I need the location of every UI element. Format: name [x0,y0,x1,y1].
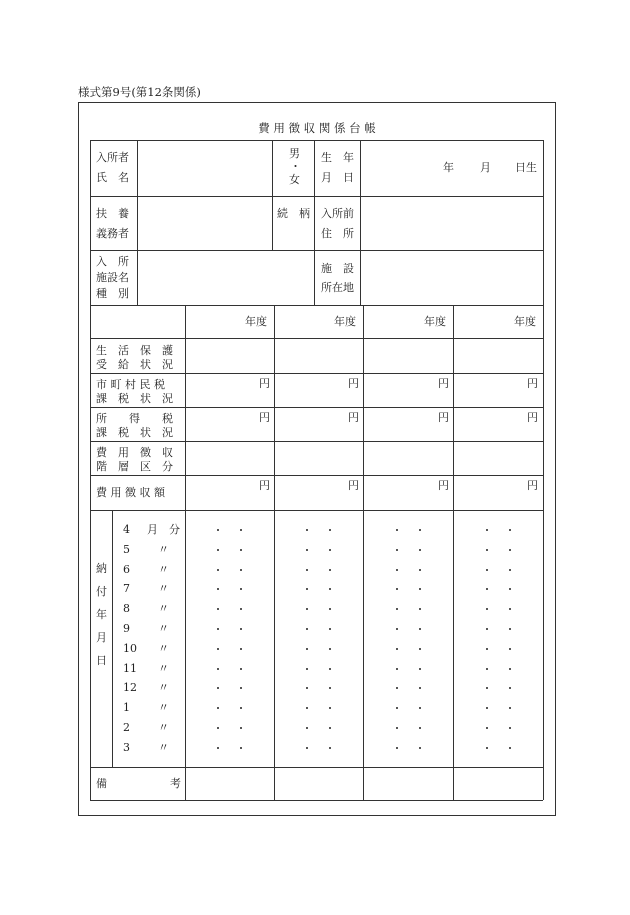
year-col-line [363,305,364,800]
month-number: 1 [123,701,130,715]
payment-date-label: 付 [96,585,107,598]
date-separator-dot [509,628,511,630]
date-separator-dot [509,727,511,729]
birth-month-label: 月 [480,161,491,174]
yen-unit: 円 [259,479,270,492]
date-separator-dot [419,529,421,531]
date-separator-dot [306,569,308,571]
date-separator-dot [419,747,421,749]
month-suffix: 月 分 [147,523,180,536]
date-separator-dot [419,628,421,630]
row-line [90,767,543,768]
date-separator-dot [306,549,308,551]
ditto-mark: 〃 [158,542,169,556]
facility-loc-right [360,250,361,305]
sex-male-label: 男 [289,147,300,160]
month-number: 11 [123,661,137,675]
date-separator-dot [240,747,242,749]
income-tax-label: 課 税 状 況 [96,426,173,439]
guardian-label: 扶 養 [96,207,129,220]
date-separator-dot [509,668,511,670]
yen-unit: 円 [527,377,538,390]
date-separator-dot [217,569,219,571]
month-number: 8 [123,602,130,616]
month-number: 3 [123,740,130,754]
form-frame [78,102,556,816]
sex-col-left [272,140,273,196]
yen-unit: 円 [348,377,359,390]
municipal-tax-label: 課 税 状 況 [96,392,173,405]
date-separator-dot [306,747,308,749]
date-separator-dot [486,727,488,729]
ditto-mark: 〃 [158,562,169,576]
date-separator-dot [396,668,398,670]
row-line [90,475,543,476]
payment-date-label: 月 [96,631,107,644]
date-separator-dot [240,628,242,630]
date-separator-dot [217,549,219,551]
date-separator-dot [396,549,398,551]
yen-unit: 円 [438,377,449,390]
year-col-line [274,305,275,800]
date-separator-dot [240,668,242,670]
month-number: 12 [123,681,137,695]
date-separator-dot [217,747,219,749]
yen-unit: 円 [348,479,359,492]
date-separator-dot [419,549,421,551]
date-separator-dot [329,747,331,749]
date-separator-dot [240,529,242,531]
yen-unit: 円 [259,377,270,390]
date-separator-dot [217,529,219,531]
date-separator-dot [396,628,398,630]
date-separator-dot [329,727,331,729]
date-separator-dot [396,569,398,571]
form-caption: 様式第9号(第12条関係) [78,85,201,99]
year-header-4: 年度 [514,315,536,328]
fee-class-label: 費 用 徴 収 [96,446,173,459]
payment-date-label: 納 [96,562,107,575]
facility-label: 入 所 [96,255,129,268]
date-separator-dot [419,727,421,729]
prev-address-label: 住 所 [321,227,354,240]
yen-unit: 円 [438,479,449,492]
facility-location-label: 施 設 [321,262,354,275]
yen-unit: 円 [259,411,270,424]
ditto-mark: 〃 [158,701,169,715]
date-separator-dot [509,549,511,551]
date-separator-dot [509,747,511,749]
date-separator-dot [509,529,511,531]
date-separator-dot [486,668,488,670]
yen-unit: 円 [348,411,359,424]
month-number: 4 [123,523,130,536]
yen-unit: 円 [527,411,538,424]
row-line [90,338,543,339]
payment-date-label: 年 [96,608,107,621]
year-col-line [185,305,186,800]
row-line [90,510,543,511]
ditto-mark: 〃 [158,622,169,635]
date-separator-dot [306,727,308,729]
date-separator-dot [306,648,308,650]
ditto-mark: 〃 [158,740,169,754]
date-separator-dot [419,648,421,650]
birth-label: 月 日 [321,171,354,184]
date-separator-dot [396,648,398,650]
row-line [90,250,543,251]
row-line [90,305,543,306]
date-separator-dot [329,648,331,650]
date-separator-dot [329,628,331,630]
name-label: 氏 名 [96,171,129,184]
welfare-label: 生 活 保 護 [96,344,173,357]
date-separator-dot [240,549,242,551]
year-header-2: 年度 [334,315,356,328]
date-separator-dot [329,549,331,551]
table-left-border [90,140,91,800]
row-line [90,140,543,141]
date-separator-dot [306,529,308,531]
name-label: 入所者 [96,151,129,164]
year-header-3: 年度 [424,315,446,328]
month-number: 10 [123,641,137,655]
relation-col-left [272,196,273,250]
date-separator-dot [486,569,488,571]
facility-label: 種 別 [96,287,129,300]
form-title: 費 用 徴 収 関 係 台 帳 [258,121,376,135]
date-separator-dot [306,628,308,630]
income-tax-label: 所 得 税 [96,412,173,425]
date-separator-dot [419,569,421,571]
municipal-tax-label: 市 町 村 民 税 [96,378,165,391]
date-separator-dot [217,727,219,729]
fee-class-label: 階 層 区 分 [96,460,173,473]
date-separator-dot [217,668,219,670]
birth-day-label: 日生 [515,161,537,174]
label-col-line [137,140,138,305]
ditto-mark: 〃 [158,661,169,675]
guardian-label: 義務者 [96,227,129,240]
row-line [90,800,543,801]
remarks-label: 考 [170,777,181,790]
date-separator-dot [486,628,488,630]
date-separator-dot [396,747,398,749]
date-separator-dot [486,529,488,531]
month-number: 2 [123,721,130,734]
payment-date-label: 日 [96,654,107,667]
date-separator-dot [509,648,511,650]
month-number: 6 [123,562,130,576]
ditto-mark: 〃 [158,681,169,695]
sex-female-label: 女 [289,173,300,186]
month-number: 5 [123,542,130,556]
date-separator-dot [306,668,308,670]
date-separator-dot [240,569,242,571]
date-separator-dot [217,648,219,650]
birth-label: 生 年 [321,151,354,164]
year-col-line [453,305,454,800]
year-header-1: 年度 [245,315,267,328]
date-separator-dot [486,648,488,650]
row-line [90,373,543,374]
relation-label: 続 柄 [277,207,310,220]
row-line [90,407,543,408]
ditto-mark: 〃 [158,602,169,616]
sex-col-right [314,140,315,250]
ditto-mark: 〃 [158,641,169,655]
sex-dot-label: ・ [290,160,301,173]
month-number: 9 [123,622,130,635]
welfare-label: 受 給 状 況 [96,358,173,371]
date-separator-dot [329,668,331,670]
row-line [90,441,543,442]
prev-address-label: 入所前 [321,207,354,220]
remarks-label: 備 [96,777,107,790]
date-separator-dot [419,668,421,670]
date-separator-dot [486,747,488,749]
fee-amount-label: 費 用 徴 収 額 [96,486,165,499]
ditto-mark: 〃 [158,721,169,734]
date-separator-dot [329,529,331,531]
date-separator-dot [240,727,242,729]
payment-sub-col [112,510,113,767]
birth-year-label: 年 [443,161,454,174]
facility-loc-left [314,250,315,305]
date-separator-dot [329,569,331,571]
yen-unit: 円 [438,411,449,424]
date-separator-dot [217,628,219,630]
date-separator-dot [396,727,398,729]
month-number: 7 [123,582,130,596]
table-right-border [543,140,544,800]
facility-location-label: 所在地 [321,281,354,294]
date-separator-dot [486,549,488,551]
row-line [90,196,543,197]
ditto-mark: 〃 [158,582,169,596]
date-separator-dot [509,569,511,571]
date-separator-dot [396,529,398,531]
birth-col-right [360,140,361,250]
facility-label: 施設名 [96,271,129,284]
yen-unit: 円 [527,479,538,492]
date-separator-dot [240,648,242,650]
